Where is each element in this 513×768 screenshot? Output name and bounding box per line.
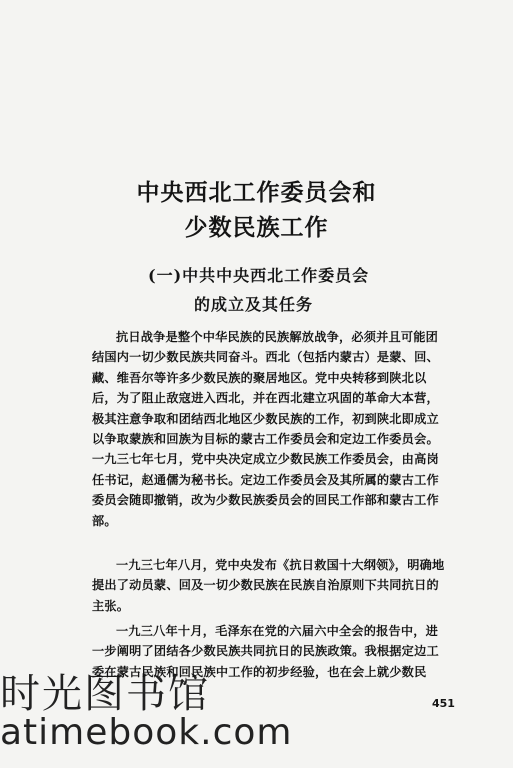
paragraph-line: 后，为了阻止敌寇进入西北，并在西北建立巩固的革命大本营，	[92, 391, 439, 406]
watermark-url: atimebook.com	[0, 712, 293, 753]
paragraph-line: 一九三七年八月，党中央发布《抗日救国十大纲领》，明确地	[116, 558, 445, 572]
paragraph-line: 一九三八年十月，毛泽东在党的六届六中全会的报告中，进	[116, 624, 439, 638]
page-number: 451	[432, 697, 455, 710]
paragraph-line: 抗日战争是整个中华民族的民族解放战争，必须并且可能团	[116, 330, 439, 344]
watermark-chinese: 时光图书馆	[0, 671, 210, 717]
paragraph-1	[92, 327, 472, 531]
paragraph-line: 极其注意争取和团结西北地区少数民族的工作，初到陕北即成立	[92, 411, 439, 426]
paragraph-line: 藏、维吾尔等许多少数民族的聚居地区。党中央转移到陕北以	[92, 370, 427, 385]
paragraph-line: 委在蒙古民族和回民族中工作的初步经验，也在会上就少数民	[92, 664, 427, 679]
paragraph-line: 主张。	[92, 598, 130, 613]
paragraph-line: 任书记，赵通儒为秘书长。定边工作委员会及其所属的蒙古工作	[92, 472, 439, 487]
paragraph-line: 一步阐明了团结各少数民族共同抗日的民族政策。我根据定边工	[92, 644, 439, 659]
paragraph-line: 委员会随即撤销，改为少数民族委员会的回民工作部和蒙古工作	[92, 493, 439, 508]
paragraph-line: 结国内一切少数民族共同奋斗。西北（包括内蒙古）是蒙、回、	[92, 350, 439, 365]
section-heading-line-1: (一)中共中央西北工作委员会	[148, 266, 370, 285]
page-title-line-1: 中央西北工作委员会和	[136, 180, 377, 206]
paragraph-2	[92, 555, 472, 616]
paragraph-line: 以争取蒙族和回族为目标的蒙古工作委员会和定边工作委员会。	[92, 432, 439, 447]
page-title-line-2: 少数民族工作	[184, 215, 329, 241]
section-heading-line-2: 的成立及其任务	[194, 295, 314, 314]
paragraph-line: 提出了动员蒙、回及一切少数民族在民族自治原则下共同抗日的	[92, 578, 439, 593]
paragraph-line: 部。	[92, 513, 117, 528]
paragraph-line: 一九三七年七月，党中央决定成立少数民族工作委员会，由高岗	[92, 452, 439, 467]
